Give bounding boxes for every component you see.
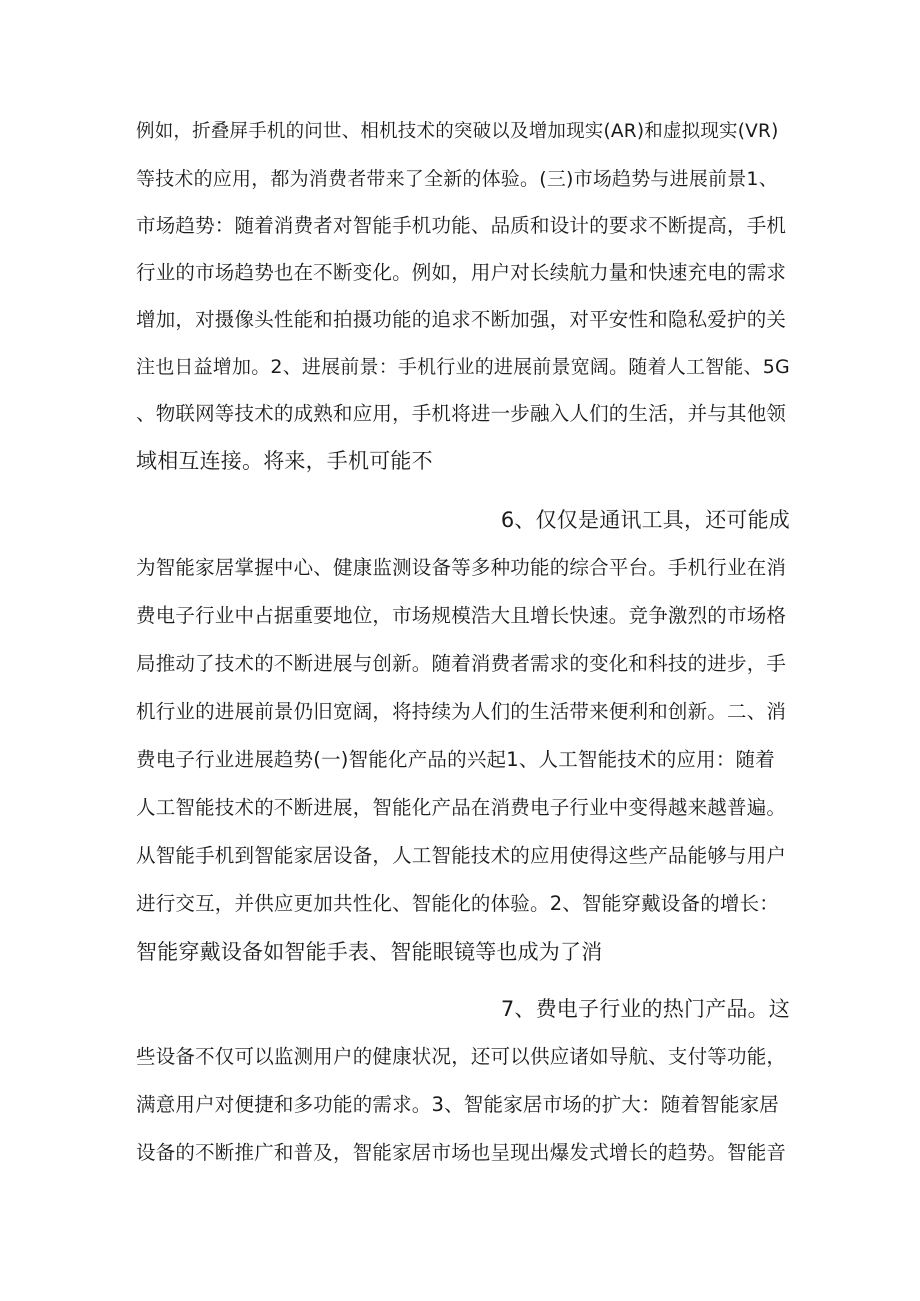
- text-line-4: 行业的市场趋势也在不断变化。例如，用户对长续航力量和快速充电的需求: [136, 261, 787, 284]
- text-line-12: 局推动了技术的不断进展与创新。随着消费者需求的变化和科技的进步，手: [136, 652, 787, 675]
- text-line-8: 域相互连接。将来，手机可能不: [136, 449, 433, 473]
- text-line-13: 机行业的进展前景仍旧宽阔，将持续为人们的生活带来便利和创新。二、消: [136, 700, 787, 723]
- text-line-3: 市场趋势：随着消费者对智能手机功能、品质和设计的要求不断提高，手机: [136, 214, 787, 237]
- text-line-16: 从智能手机到智能家居设备，人工智能技术的应用使得这些产品能够与用户: [136, 844, 787, 867]
- text-line-7: 、物联网等技术的成熟和应用，手机将进一步融入人们的生活，并与其他领: [136, 402, 787, 425]
- text-line-14: 费电子行业进展趋势(一)智能化产品的兴起1、人工智能技术的应用：随着: [136, 748, 775, 771]
- text-line-5: 增加，对摄像头性能和拍摄功能的追求不断加强，对平安性和隐私爱护的关: [136, 308, 787, 331]
- text-line-22: 设备的不断推广和普及，智能家居市场也呈现出爆发式增长的趋势。智能音: [136, 1141, 787, 1164]
- text-line-20: 些设备不仅可以监测用户的健康状况，还可以供应诸如导航、支付等功能，: [136, 1045, 787, 1068]
- text-line-17: 进行交互，并供应更加共性化、智能化的体验。2、智能穿戴设备的增长：: [136, 892, 780, 915]
- text-line-15: 人工智能技术的不断进展，智能化产品在消费电子行业中变得越来越普遍。: [136, 796, 787, 819]
- text-line-11: 费电子行业中占据重要地位，市场规模浩大且增长快速。竞争激烈的市场格: [136, 604, 787, 627]
- text-line-10: 为智能家居掌握中心、健康监测设备等多种功能的综合平台。手机行业在消: [136, 556, 787, 579]
- page-break-line-6: 6、仅仅是通讯工具，还可能成: [500, 508, 790, 532]
- text-line-21: 满意用户对便捷和多功能的需求。3、智能家居市场的扩大：随着智能家居: [136, 1093, 780, 1116]
- page-break-line-7: 7、费电子行业的热门产品。这: [500, 997, 790, 1021]
- text-line-6: 注也日益增加。2、进展前景：手机行业的进展前景宽阔。随着人工智能、5G: [136, 356, 790, 378]
- text-line-18: 智能穿戴设备如智能手表、智能眼镜等也成为了消: [136, 940, 603, 964]
- text-line-1: 例如，折叠屏手机的问世、相机技术的突破以及增加现实(AR)和虚拟现实(VR): [136, 121, 779, 142]
- text-line-2: 等技术的应用，都为消费者带来了全新的体验。(三)市场趋势与进展前景1、: [136, 168, 778, 190]
